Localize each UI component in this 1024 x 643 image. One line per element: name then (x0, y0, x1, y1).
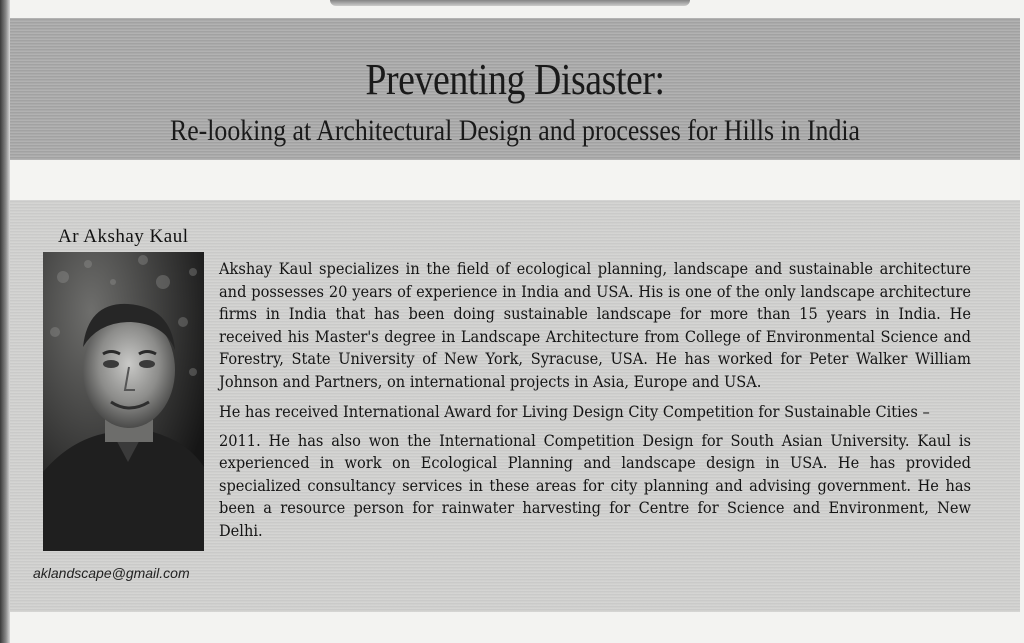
author-bio (219, 258, 971, 550)
page-binding-edge (0, 0, 10, 643)
author-portrait-photo (43, 252, 204, 551)
page-top-shadow (330, 0, 690, 6)
bio-paragraph-1: Akshay Kaul specializes in the field of ecological planning, landscape and sustainable architecture and possesses 20 years of experience in India and USA. His is one of the only landscape architecture firms in India that has been doing sustainable landscape for more than 15 years in India. He received his Master's degree in Landscape Architecture from College of Environmental Science and Forestry, State University of New York, Syracuse, USA. He has worked for Peter Walker William Johnson and Partners, on international projects in Asia, Europe and USA. (219, 260, 971, 391)
portrait-illustration (43, 252, 204, 551)
article-subtitle: Re-looking at Architectural Design and processes for Hills in India (170, 114, 860, 147)
article-title: Preventing Disaster: (365, 55, 665, 104)
author-name: Ar Akshay Kaul (58, 226, 189, 247)
author-email: aklandscape@gmail.com (33, 565, 190, 581)
bio-paragraph-2: He has received International Award for Living Design City Competition for Sustainable Cities – (219, 403, 930, 421)
band-separator (10, 160, 1020, 200)
bio-paragraph-3: 2011. He has also won the International Competition Design for South Asian University. Kaul is experienced in work on Ecological Planning and landscape design in USA. He has provided specialized consultancy services in these areas for city planning and advising government. He has been a resource person for rainwater harvesting for Centre for Science and Environment, New Delhi. (219, 431, 971, 540)
title-band (10, 18, 1020, 160)
